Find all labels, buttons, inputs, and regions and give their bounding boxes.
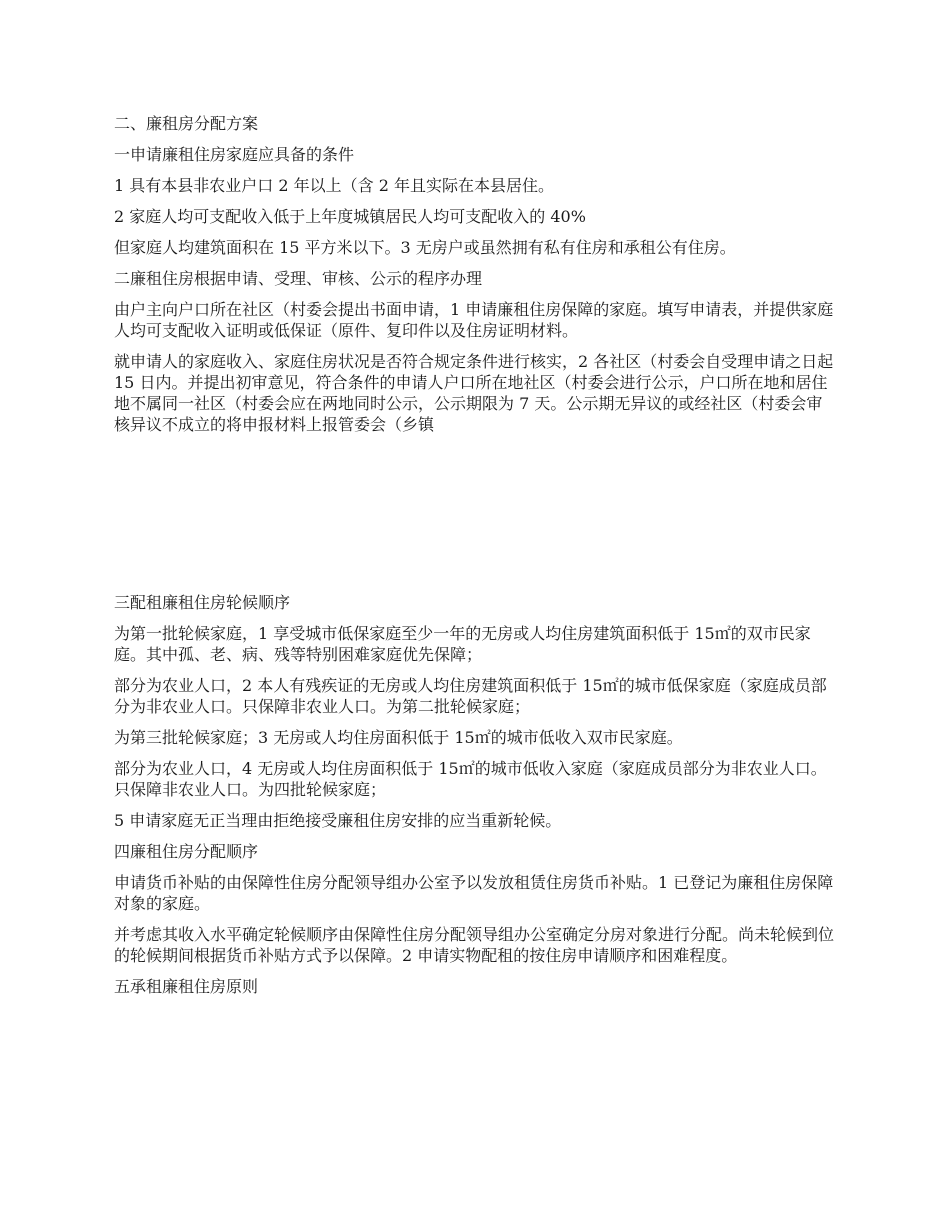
paragraph: 由户主向户口所在社区（村委会提出书面申请，1 申请廉租住房保障的家庭。填写申请表，并提供家庭人均可支配收入证明或低保证（原件、复印件以及住房证明材料。 [114, 300, 834, 340]
subsection-heading: 五承租廉租住房原则 [114, 977, 259, 996]
paragraph: 部分为农业人口，2 本人有残疾证的无房或人均住房建筑面积低于 15㎡的城市低保家庭（家庭成员部分为非农业人口。只保障非农业人口。为第二批轮候家庭； [114, 676, 827, 716]
subsection-heading: 二廉租住房根据申请、受理、审核、公示的程序办理 [114, 269, 483, 288]
subsection-heading: 三配租廉租住房轮候顺序 [114, 593, 291, 612]
paragraph: 申请货币补贴的由保障性住房分配领导组办公室予以发放租赁住房货币补贴。1 已登记为廉租住房保障对象的家庭。 [114, 873, 834, 913]
subsection-heading: 一申请廉租住房家庭应具备的条件 [114, 145, 355, 164]
paragraph: 但家庭人均建筑面积在 15 平方米以下。3 无房户或虽然拥有私有住房和承租公有住房。 [114, 238, 736, 257]
paragraph: 部分为农业人口，4 无房或人均住房面积低于 15㎡的城市低收入家庭（家庭成员部分为非农业人口。只保障非农业人口。为四批轮候家庭； [114, 759, 827, 799]
paragraph: 2 家庭人均可支配收入低于上年度城镇居民人均可支配收入的 40% [114, 207, 586, 226]
section-heading: 二、廉租房分配方案 [114, 114, 259, 133]
paragraph: 5 申请家庭无正当理由拒绝接受廉租住房安排的应当重新轮候。 [114, 811, 562, 830]
paragraph: 并考虑其收入水平确定轮候顺序由保障性住房分配领导组办公室确定分房对象进行分配。尚未轮候到位的轮候期间根据货币补贴方式予以保障。2 申请实物配租的按住房申请顺序和困难程度。 [114, 925, 835, 965]
paragraph: 为第三批轮候家庭；3 无房或人均住房面积低于 15㎡的城市低收入双市民家庭。 [114, 728, 683, 747]
text-block-top [114, 113, 836, 445]
paragraph: 1 具有本县非农业户口 2 年以上（含 2 年且实际在本县居住。 [114, 176, 554, 195]
text-block-bottom [114, 592, 836, 1007]
subsection-heading: 四廉租住房分配顺序 [114, 842, 259, 861]
paragraph: 为第一批轮候家庭，1 享受城市低保家庭至少一年的无房或人均住房建筑面积低于 15㎡的双市民家庭。其中孤、老、病、残等特别困难家庭优先保障； [114, 624, 811, 664]
paragraph: 就申请人的家庭收入、家庭住房状况是否符合规定条件进行核实，2 各社区（村委会自受理申请之日起 15 日内。并提出初审意见，符合条件的申请人户口所在地社区（村委会进行公示，户口所在地和居住地不属同一社区（村委会应在两地同时公示，公示期限为 7 天。公示期无异议的或经社区（村委会审核异议不成立的将申报材料上报管委会（乡镇 [114, 352, 834, 434]
